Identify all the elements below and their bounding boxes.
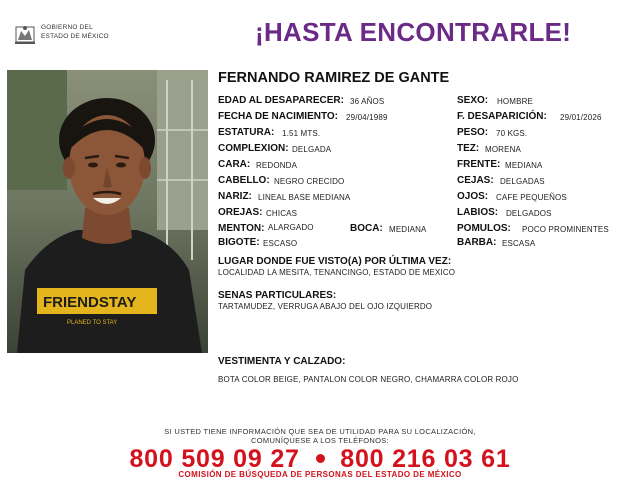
- field-label-cara: CARA:: [218, 159, 251, 170]
- field-value-complexion: DELGADA: [292, 145, 332, 154]
- phone-number-2[interactable]: 800 216 03 61: [340, 445, 511, 473]
- field-label-bigote: BIGOTE:: [218, 237, 260, 248]
- field-value-labios: DELGADOS: [506, 209, 552, 218]
- field-value-tez: MORENA: [485, 145, 522, 154]
- shirt-print-subtext: PLANED TO STAY: [67, 320, 118, 326]
- field-label-tez: TEZ:: [457, 143, 480, 154]
- separator-dot-icon: [316, 454, 325, 463]
- field-label-menton: MENTON:: [218, 223, 265, 234]
- field-value-pomulos: POCO PROMINENTES: [522, 225, 609, 234]
- field-label-sexo: SEXO:: [457, 95, 489, 106]
- field-value-peso: 70 KGS.: [496, 129, 528, 138]
- field-value-barba: ESCASA: [502, 239, 536, 248]
- field-label-ojos: OJOS:: [457, 191, 489, 202]
- field-label-peso: PESO:: [457, 127, 489, 138]
- government-logo: [13, 22, 123, 46]
- photo-illustration: [7, 70, 208, 353]
- state-crest-icon: [13, 22, 37, 46]
- logo-text-line1: GOBIERNO DEL: [41, 24, 93, 31]
- field-label-barba: BARBA:: [457, 237, 497, 248]
- phone-number-1[interactable]: 800 509 09 27: [129, 445, 300, 473]
- field-label-frente: FRENTE:: [457, 159, 501, 170]
- field-label-cejas: CEJAS:: [457, 175, 494, 186]
- clothing-value: BOTA COLOR BEIGE, PANTALON COLOR NEGRO, CHAMARRA COLOR ROJO: [218, 375, 519, 384]
- clothing-label: VESTIMENTA Y CALZADO:: [218, 356, 346, 367]
- field-value-edad: 36 AÑOS: [350, 97, 385, 106]
- last-seen-value: LOCALIDAD LA MESITA, TENANCINGO, ESTADO DE MEXICO: [218, 268, 456, 277]
- field-value-bigote: ESCASO: [263, 239, 298, 248]
- field-value-nariz: LINEAL BASE MEDIANA: [258, 193, 351, 202]
- field-value-nacimiento: 29/04/1989: [346, 113, 388, 122]
- field-label-nacimiento: FECHA DE NACIMIENTO:: [218, 111, 338, 122]
- field-label-cabello: CABELLO:: [218, 175, 270, 186]
- field-value-cabello: NEGRO CRECIDO: [274, 177, 345, 186]
- field-value-ojos: CAFE PEQUEÑOS: [496, 193, 567, 202]
- field-label-estatura: ESTATURA:: [218, 127, 275, 138]
- contact-notice-line2: COMUNÍQUESE A LOS TELÉFONOS:: [251, 436, 389, 445]
- field-value-boca: MEDIANA: [389, 225, 427, 234]
- field-label-desaparicion: F. DESAPARICIÓN:: [457, 111, 547, 122]
- field-value-frente: MEDIANA: [505, 161, 543, 170]
- field-value-sexo: HOMBRE: [497, 97, 534, 106]
- field-value-orejas: CHICAS: [266, 209, 298, 218]
- contact-notice-line1: SI USTED TIENE INFORMACIÓN QUE SEA DE UTILIDAD PARA SU LOCALIZACIÓN,: [164, 427, 476, 436]
- field-label-nariz: NARIZ:: [218, 191, 252, 202]
- field-label-complexion: COMPLEXION:: [218, 143, 289, 154]
- commission-name: COMISIÓN DE BÚSQUEDA DE PERSONAS DEL ESTADO DE MÉXICO: [178, 470, 462, 479]
- field-label-orejas: OREJAS:: [218, 207, 263, 218]
- field-label-pomulos: POMULOS:: [457, 223, 511, 234]
- field-label-edad: EDAD AL DESAPARECER:: [218, 95, 344, 106]
- field-label-labios: LABIOS:: [457, 207, 499, 218]
- headline: ¡HASTA ENCONTRARLE!: [255, 17, 572, 47]
- field-value-estatura: 1.51 MTS.: [282, 129, 321, 138]
- shirt-print-text: FRIENDSTAY: [43, 294, 137, 311]
- last-seen-label: LUGAR DONDE FUE VISTO(A) POR ÚLTIMA VEZ:: [218, 256, 452, 267]
- field-value-cara: REDONDA: [256, 161, 298, 170]
- field-value-desaparicion: 29/01/2026: [560, 113, 602, 122]
- person-name: FERNANDO RAMIREZ DE GANTE: [218, 70, 450, 86]
- field-label-boca: BOCA:: [350, 223, 383, 234]
- missing-person-photo: [7, 70, 208, 353]
- field-value-menton: ALARGADO: [268, 223, 314, 232]
- field-value-cejas: DELGADAS: [500, 177, 545, 186]
- particular-signs-value: TARTAMUDEZ, VERRUGA ABAJO DEL OJO IZQUIERDO: [218, 302, 433, 311]
- particular-signs-label: SENAS PARTICULARES:: [218, 290, 337, 301]
- logo-text-line2: ESTADO DE MÉXICO: [41, 33, 109, 40]
